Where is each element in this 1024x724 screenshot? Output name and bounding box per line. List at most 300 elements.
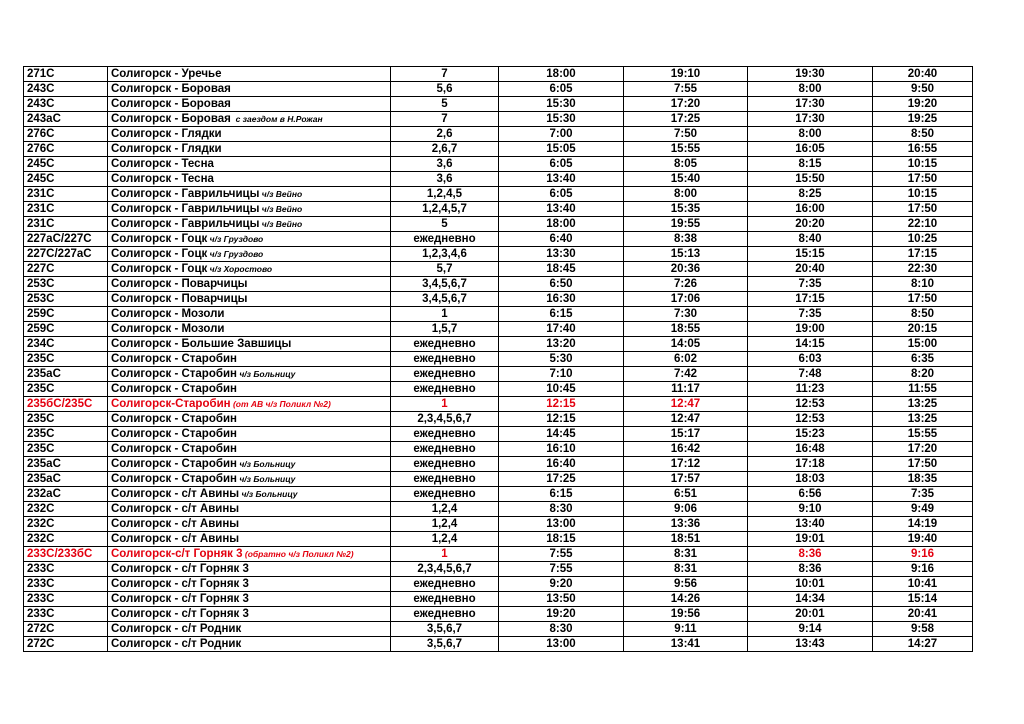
operating-days: 1,5,7 bbox=[391, 322, 499, 337]
time-1: 7:00 bbox=[499, 127, 624, 142]
time-2: 20:36 bbox=[624, 262, 748, 277]
time-3: 13:43 bbox=[748, 637, 873, 652]
time-1: 8:30 bbox=[499, 502, 624, 517]
time-4: 14:27 bbox=[873, 637, 973, 652]
time-2: 17:57 bbox=[624, 472, 748, 487]
time-1: 13:40 bbox=[499, 172, 624, 187]
time-2: 18:55 bbox=[624, 322, 748, 337]
route-number: 243С bbox=[24, 97, 108, 112]
route-note: ч/з Вейно bbox=[259, 203, 303, 214]
time-1: 12:15 bbox=[499, 412, 624, 427]
time-1: 6:05 bbox=[499, 187, 624, 202]
time-4: 6:35 bbox=[873, 352, 973, 367]
destination-cell bbox=[108, 592, 391, 607]
destination-name: Солигорск - Гаврильчицы bbox=[111, 217, 260, 230]
destination-cell bbox=[108, 217, 391, 232]
time-1: 16:40 bbox=[499, 457, 624, 472]
schedule-row bbox=[24, 97, 973, 112]
time-3: 15:23 bbox=[748, 427, 873, 442]
time-2: 15:17 bbox=[624, 427, 748, 442]
time-3: 8:36 bbox=[748, 562, 873, 577]
time-2: 6:02 bbox=[624, 352, 748, 367]
route-number: 272С bbox=[24, 637, 108, 652]
time-1: 7:55 bbox=[499, 547, 624, 562]
time-2: 17:25 bbox=[624, 112, 748, 127]
time-2: 14:26 bbox=[624, 592, 748, 607]
time-3: 19:01 bbox=[748, 532, 873, 547]
time-2: 7:50 bbox=[624, 127, 748, 142]
destination-cell bbox=[108, 127, 391, 142]
time-1: 6:15 bbox=[499, 307, 624, 322]
time-3: 20:20 bbox=[748, 217, 873, 232]
route-number: 232С bbox=[24, 517, 108, 532]
time-3: 15:15 bbox=[748, 247, 873, 262]
time-3: 16:48 bbox=[748, 442, 873, 457]
route-number: 272С bbox=[24, 622, 108, 637]
time-3: 7:35 bbox=[748, 277, 873, 292]
time-4: 13:25 bbox=[873, 412, 973, 427]
schedule-row bbox=[24, 457, 973, 472]
route-number: 235С bbox=[24, 382, 108, 397]
destination-name: Солигорск - Поварчицы bbox=[111, 292, 248, 305]
time-3: 8:40 bbox=[748, 232, 873, 247]
operating-days: 1 bbox=[391, 397, 499, 412]
time-4: 9:58 bbox=[873, 622, 973, 637]
operating-days: 1 bbox=[391, 547, 499, 562]
destination-cell bbox=[108, 157, 391, 172]
time-4: 13:25 bbox=[873, 397, 973, 412]
destination-cell bbox=[108, 397, 391, 412]
schedule-row bbox=[24, 127, 973, 142]
schedule-row bbox=[24, 352, 973, 367]
time-1: 8:30 bbox=[499, 622, 624, 637]
route-number: 233С bbox=[24, 592, 108, 607]
time-3: 12:53 bbox=[748, 397, 873, 412]
schedule-row bbox=[24, 112, 973, 127]
route-note: ч/з Груздово bbox=[207, 233, 264, 244]
schedule-row bbox=[24, 532, 973, 547]
route-number: 235аС bbox=[24, 457, 108, 472]
time-2: 9:56 bbox=[624, 577, 748, 592]
time-2: 17:12 bbox=[624, 457, 748, 472]
destination-name: Солигорск - Тесна bbox=[111, 172, 214, 185]
operating-days: 1,2,3,4,6 bbox=[391, 247, 499, 262]
route-note: ч/з Больницу bbox=[236, 368, 296, 379]
destination-cell bbox=[108, 142, 391, 157]
time-1: 6:05 bbox=[499, 157, 624, 172]
schedule-row bbox=[24, 217, 973, 232]
operating-days: 3,5,6,7 bbox=[391, 622, 499, 637]
time-4: 9:50 bbox=[873, 82, 973, 97]
time-1: 15:05 bbox=[499, 142, 624, 157]
time-2: 14:05 bbox=[624, 337, 748, 352]
time-4: 17:50 bbox=[873, 457, 973, 472]
schedule-row bbox=[24, 487, 973, 502]
time-4: 14:19 bbox=[873, 517, 973, 532]
time-2: 16:42 bbox=[624, 442, 748, 457]
schedule-row bbox=[24, 547, 973, 562]
time-1: 17:40 bbox=[499, 322, 624, 337]
operating-days: 3,4,5,6,7 bbox=[391, 277, 499, 292]
destination-name: Солигорск - Гоцк bbox=[111, 232, 208, 245]
operating-days: 7 bbox=[391, 67, 499, 82]
time-2: 7:42 bbox=[624, 367, 748, 382]
schedule-row bbox=[24, 82, 973, 97]
destination-cell bbox=[108, 382, 391, 397]
schedule-row bbox=[24, 142, 973, 157]
time-2: 7:55 bbox=[624, 82, 748, 97]
operating-days: ежедневно bbox=[391, 337, 499, 352]
time-3: 6:03 bbox=[748, 352, 873, 367]
destination-cell bbox=[108, 622, 391, 637]
operating-days: ежедневно bbox=[391, 232, 499, 247]
destination-name: Солигорск - с/т Горняк 3 bbox=[111, 592, 249, 605]
route-number: 235С bbox=[24, 427, 108, 442]
route-number: 227аС/227С bbox=[24, 232, 108, 247]
operating-days: ежедневно bbox=[391, 487, 499, 502]
schedule-body bbox=[24, 67, 973, 652]
route-number: 231С bbox=[24, 217, 108, 232]
schedule-row bbox=[24, 442, 973, 457]
time-1: 16:10 bbox=[499, 442, 624, 457]
route-number: 276С bbox=[24, 142, 108, 157]
time-4: 7:35 bbox=[873, 487, 973, 502]
destination-cell bbox=[108, 172, 391, 187]
schedule-row bbox=[24, 247, 973, 262]
time-3: 18:03 bbox=[748, 472, 873, 487]
time-1: 14:45 bbox=[499, 427, 624, 442]
route-number: 232С bbox=[24, 532, 108, 547]
operating-days: ежедневно bbox=[391, 427, 499, 442]
destination-name: Солигорск - с/т Авины bbox=[111, 517, 240, 530]
destination-cell bbox=[108, 322, 391, 337]
time-2: 7:30 bbox=[624, 307, 748, 322]
time-4: 20:41 bbox=[873, 607, 973, 622]
time-3: 16:00 bbox=[748, 202, 873, 217]
time-3: 20:40 bbox=[748, 262, 873, 277]
route-number: 245С bbox=[24, 157, 108, 172]
time-3: 20:01 bbox=[748, 607, 873, 622]
schedule-row bbox=[24, 292, 973, 307]
destination-name: Солигорск - с/т Родник bbox=[111, 622, 242, 635]
schedule-row bbox=[24, 607, 973, 622]
time-2: 9:06 bbox=[624, 502, 748, 517]
time-4: 9:16 bbox=[873, 562, 973, 577]
route-note: ч/з Больницу bbox=[236, 458, 296, 469]
destination-cell bbox=[108, 67, 391, 82]
time-4: 15:55 bbox=[873, 427, 973, 442]
time-4: 18:35 bbox=[873, 472, 973, 487]
time-4: 17:20 bbox=[873, 442, 973, 457]
time-4: 9:16 bbox=[873, 547, 973, 562]
time-3: 8:15 bbox=[748, 157, 873, 172]
operating-days: 3,6 bbox=[391, 172, 499, 187]
time-1: 15:30 bbox=[499, 97, 624, 112]
route-number: 259С bbox=[24, 307, 108, 322]
route-number: 227С bbox=[24, 262, 108, 277]
time-1: 13:30 bbox=[499, 247, 624, 262]
time-2: 13:41 bbox=[624, 637, 748, 652]
destination-cell bbox=[108, 247, 391, 262]
time-2: 8:31 bbox=[624, 547, 748, 562]
operating-days: ежедневно bbox=[391, 577, 499, 592]
time-1: 13:50 bbox=[499, 592, 624, 607]
time-3: 19:00 bbox=[748, 322, 873, 337]
operating-days: 3,4,5,6,7 bbox=[391, 292, 499, 307]
time-3: 8:00 bbox=[748, 82, 873, 97]
operating-days: 3,5,6,7 bbox=[391, 637, 499, 652]
time-3: 17:15 bbox=[748, 292, 873, 307]
time-1: 13:20 bbox=[499, 337, 624, 352]
time-1: 6:15 bbox=[499, 487, 624, 502]
destination-name: Солигорск - Тесна bbox=[111, 157, 214, 170]
destination-cell bbox=[108, 232, 391, 247]
route-number: 235С bbox=[24, 412, 108, 427]
time-1: 18:15 bbox=[499, 532, 624, 547]
operating-days: ежедневно bbox=[391, 382, 499, 397]
route-number: 235С bbox=[24, 352, 108, 367]
time-4: 17:50 bbox=[873, 172, 973, 187]
schedule-row bbox=[24, 277, 973, 292]
operating-days: 1,2,4 bbox=[391, 532, 499, 547]
route-number: 231С bbox=[24, 187, 108, 202]
destination-cell bbox=[108, 412, 391, 427]
time-4: 9:49 bbox=[873, 502, 973, 517]
time-3: 17:30 bbox=[748, 97, 873, 112]
schedule-row bbox=[24, 637, 973, 652]
destination-name: Солигорск - Старобин bbox=[111, 367, 237, 380]
time-4: 17:50 bbox=[873, 202, 973, 217]
route-number: 232С bbox=[24, 502, 108, 517]
operating-days: 1,2,4,5,7 bbox=[391, 202, 499, 217]
schedule-row bbox=[24, 322, 973, 337]
destination-name: Солигорск - Гоцк bbox=[111, 247, 208, 260]
time-3: 12:53 bbox=[748, 412, 873, 427]
time-3: 13:40 bbox=[748, 517, 873, 532]
destination-cell bbox=[108, 277, 391, 292]
time-1: 16:30 bbox=[499, 292, 624, 307]
time-2: 8:05 bbox=[624, 157, 748, 172]
time-3: 7:48 bbox=[748, 367, 873, 382]
destination-cell bbox=[108, 82, 391, 97]
time-1: 18:45 bbox=[499, 262, 624, 277]
destination-name: Солигорск - Старобин bbox=[111, 412, 237, 425]
destination-name: Солигорск - Глядки bbox=[111, 142, 222, 155]
time-4: 10:41 bbox=[873, 577, 973, 592]
route-number: 276С bbox=[24, 127, 108, 142]
route-note: (обратно ч/з Поликл №2) bbox=[242, 548, 354, 559]
route-number: 235аС bbox=[24, 472, 108, 487]
route-note: ч/з Хоростово bbox=[207, 263, 273, 274]
destination-name: Солигорск - Старобин bbox=[111, 472, 237, 485]
route-number: 233С bbox=[24, 577, 108, 592]
destination-name: Солигорск-с/т Горняк 3 bbox=[111, 547, 243, 560]
time-2: 8:38 bbox=[624, 232, 748, 247]
time-2: 12:47 bbox=[624, 397, 748, 412]
time-2: 6:51 bbox=[624, 487, 748, 502]
time-4: 19:20 bbox=[873, 97, 973, 112]
time-4: 22:30 bbox=[873, 262, 973, 277]
route-number: 231С bbox=[24, 202, 108, 217]
destination-name: Солигорск - Боровая bbox=[111, 82, 231, 95]
destination-cell bbox=[108, 442, 391, 457]
destination-name: Солигорск - Старобин bbox=[111, 382, 237, 395]
operating-days: 2,6 bbox=[391, 127, 499, 142]
schedule-row bbox=[24, 172, 973, 187]
route-note: ч/з Вейно bbox=[259, 188, 303, 199]
schedule-row bbox=[24, 592, 973, 607]
time-4: 15:00 bbox=[873, 337, 973, 352]
time-4: 8:50 bbox=[873, 307, 973, 322]
time-1: 13:00 bbox=[499, 517, 624, 532]
time-2: 9:11 bbox=[624, 622, 748, 637]
time-3: 9:14 bbox=[748, 622, 873, 637]
schedule-row bbox=[24, 427, 973, 442]
route-number: 253С bbox=[24, 277, 108, 292]
time-1: 13:00 bbox=[499, 637, 624, 652]
time-4: 8:20 bbox=[873, 367, 973, 382]
destination-name: Солигорск - Гоцк bbox=[111, 262, 208, 275]
time-4: 8:50 bbox=[873, 127, 973, 142]
route-note: ч/з Вейно bbox=[259, 218, 303, 229]
schedule-row bbox=[24, 157, 973, 172]
route-number: 245С bbox=[24, 172, 108, 187]
destination-cell bbox=[108, 187, 391, 202]
time-3: 8:00 bbox=[748, 127, 873, 142]
time-2: 8:00 bbox=[624, 187, 748, 202]
operating-days: 1,2,4 bbox=[391, 502, 499, 517]
schedule-row bbox=[24, 622, 973, 637]
route-number: 253С bbox=[24, 292, 108, 307]
destination-cell bbox=[108, 607, 391, 622]
destination-name: Солигорск - Гаврильчицы bbox=[111, 187, 260, 200]
destination-cell bbox=[108, 472, 391, 487]
operating-days: 1,2,4 bbox=[391, 517, 499, 532]
time-3: 19:30 bbox=[748, 67, 873, 82]
operating-days: ежедневно bbox=[391, 352, 499, 367]
time-3: 15:50 bbox=[748, 172, 873, 187]
time-2: 13:36 bbox=[624, 517, 748, 532]
destination-cell bbox=[108, 337, 391, 352]
route-number: 235С bbox=[24, 442, 108, 457]
schedule-row bbox=[24, 67, 973, 82]
destination-cell bbox=[108, 112, 391, 127]
destination-cell bbox=[108, 517, 391, 532]
time-3: 16:05 bbox=[748, 142, 873, 157]
time-2: 19:10 bbox=[624, 67, 748, 82]
destination-cell bbox=[108, 562, 391, 577]
destination-name: Солигорск - Большие Завшицы bbox=[111, 337, 292, 350]
time-3: 11:23 bbox=[748, 382, 873, 397]
destination-name: Солигорск - Гаврильчицы bbox=[111, 202, 260, 215]
destination-name: Солигорск - с/т Авины bbox=[111, 487, 240, 500]
time-4: 17:50 bbox=[873, 292, 973, 307]
route-number: 232аС bbox=[24, 487, 108, 502]
destination-cell bbox=[108, 577, 391, 592]
destination-cell bbox=[108, 202, 391, 217]
schedule-row bbox=[24, 232, 973, 247]
time-1: 6:50 bbox=[499, 277, 624, 292]
operating-days: ежедневно bbox=[391, 472, 499, 487]
time-2: 15:35 bbox=[624, 202, 748, 217]
destination-cell bbox=[108, 97, 391, 112]
destination-name: Солигорск - Старобин bbox=[111, 427, 237, 440]
operating-days: ежедневно bbox=[391, 592, 499, 607]
time-1: 10:45 bbox=[499, 382, 624, 397]
schedule-row bbox=[24, 412, 973, 427]
time-3: 8:36 bbox=[748, 547, 873, 562]
time-1: 17:25 bbox=[499, 472, 624, 487]
operating-days: 1 bbox=[391, 307, 499, 322]
time-2: 15:40 bbox=[624, 172, 748, 187]
route-number: 233С bbox=[24, 607, 108, 622]
time-4: 20:15 bbox=[873, 322, 973, 337]
destination-cell bbox=[108, 547, 391, 562]
destination-cell bbox=[108, 487, 391, 502]
time-3: 7:35 bbox=[748, 307, 873, 322]
schedule-row bbox=[24, 502, 973, 517]
time-3: 10:01 bbox=[748, 577, 873, 592]
route-number: 243С bbox=[24, 82, 108, 97]
route-note: с заездом в Н.Рожан bbox=[230, 113, 323, 124]
time-3: 14:15 bbox=[748, 337, 873, 352]
time-1: 7:55 bbox=[499, 562, 624, 577]
destination-name: Солигорск - с/т Горняк 3 bbox=[111, 607, 249, 620]
operating-days: 5,6 bbox=[391, 82, 499, 97]
time-2: 19:55 bbox=[624, 217, 748, 232]
route-number: 259С bbox=[24, 322, 108, 337]
destination-cell bbox=[108, 457, 391, 472]
time-3: 9:10 bbox=[748, 502, 873, 517]
operating-days: 5 bbox=[391, 217, 499, 232]
destination-cell bbox=[108, 367, 391, 382]
time-1: 5:30 bbox=[499, 352, 624, 367]
destination-name: Солигорск - с/т Родник bbox=[111, 637, 242, 650]
time-4: 20:40 bbox=[873, 67, 973, 82]
destination-name: Солигорск - с/т Авины bbox=[111, 532, 240, 545]
operating-days: 2,3,4,5,6,7 bbox=[391, 412, 499, 427]
time-1: 6:05 bbox=[499, 82, 624, 97]
time-3: 6:56 bbox=[748, 487, 873, 502]
schedule-row bbox=[24, 517, 973, 532]
destination-cell bbox=[108, 532, 391, 547]
time-4: 10:15 bbox=[873, 187, 973, 202]
destination-name: Солигорск - с/т Горняк 3 bbox=[111, 562, 249, 575]
route-note: (от АВ ч/з Поликл №2) bbox=[230, 398, 331, 409]
time-2: 15:13 bbox=[624, 247, 748, 262]
operating-days: ежедневно bbox=[391, 457, 499, 472]
schedule-table bbox=[23, 66, 973, 652]
time-4: 8:10 bbox=[873, 277, 973, 292]
schedule-row bbox=[24, 397, 973, 412]
time-2: 17:20 bbox=[624, 97, 748, 112]
operating-days: 5 bbox=[391, 97, 499, 112]
time-2: 12:47 bbox=[624, 412, 748, 427]
schedule-row bbox=[24, 382, 973, 397]
time-3: 17:18 bbox=[748, 457, 873, 472]
time-4: 19:25 bbox=[873, 112, 973, 127]
time-1: 19:20 bbox=[499, 607, 624, 622]
time-4: 19:40 bbox=[873, 532, 973, 547]
route-number: 227С/227аС bbox=[24, 247, 108, 262]
destination-cell bbox=[108, 502, 391, 517]
time-3: 17:30 bbox=[748, 112, 873, 127]
route-number: 233С/233бС bbox=[24, 547, 108, 562]
route-number: 235бС/235С bbox=[24, 397, 108, 412]
operating-days: ежедневно bbox=[391, 442, 499, 457]
route-number: 243аС bbox=[24, 112, 108, 127]
destination-name: Солигорск - Поварчицы bbox=[111, 277, 248, 290]
